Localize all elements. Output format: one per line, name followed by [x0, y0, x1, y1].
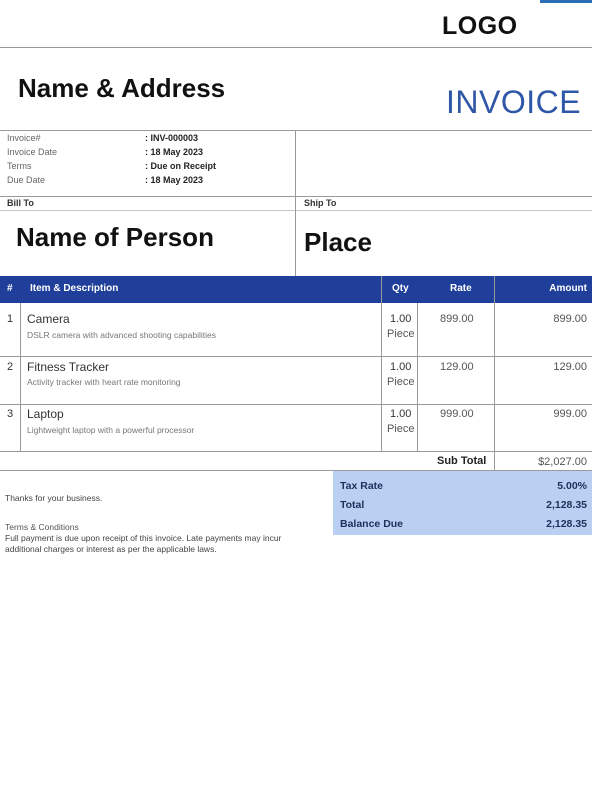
item-rate: 899.00	[440, 313, 474, 325]
item-description: DSLR camera with advanced shooting capabilities	[27, 330, 216, 340]
item-name: Fitness Tracker	[27, 360, 110, 374]
item-name: Camera	[27, 312, 70, 326]
item-rate: 999.00	[440, 408, 474, 420]
item-amount: 899.00	[553, 313, 587, 325]
due-date-value: : 18 May 2023	[145, 175, 204, 185]
invoice-number-label: Invoice#	[7, 133, 41, 143]
tax-rate-label: Tax Rate	[340, 480, 383, 492]
item-unit: Piece	[387, 328, 415, 340]
divider	[0, 196, 592, 197]
total-value: 2,128.35	[546, 499, 587, 511]
subtotal-value: $2,027.00	[538, 456, 587, 468]
column-header-item: Item & Description	[30, 283, 119, 294]
terms-label: Terms	[7, 161, 32, 171]
company-name-address: Name & Address	[18, 73, 226, 103]
terms-title: Terms & Conditions	[5, 522, 79, 532]
row-number: 2	[7, 361, 14, 373]
subtotal-label: Sub Total	[437, 455, 487, 467]
item-qty: 1.00	[390, 408, 412, 420]
column-header-qty: Qty	[392, 283, 409, 294]
divider	[0, 210, 592, 211]
ship-to-label: Ship To	[304, 198, 337, 208]
terms-value: : Due on Receipt	[145, 161, 217, 171]
item-rate: 129.00	[440, 361, 474, 373]
column-header-amount: Amount	[549, 283, 587, 294]
bill-to-name: Name of Person	[16, 222, 214, 252]
item-qty: 1.00	[390, 361, 412, 373]
item-unit: Piece	[387, 376, 415, 388]
top-accent-bar	[540, 0, 592, 3]
divider	[381, 276, 382, 451]
bill-to-label: Bill To	[7, 198, 34, 208]
invoice-date-value: : 18 May 2023	[145, 147, 204, 157]
divider	[0, 356, 592, 357]
divider	[295, 130, 296, 196]
item-description: Lightweight laptop with a powerful processor	[27, 425, 195, 435]
row-number: 3	[7, 408, 14, 420]
thanks-note: Thanks for your business.	[5, 493, 103, 503]
row-number: 1	[7, 313, 14, 325]
divider	[417, 303, 418, 451]
invoice-date-label: Invoice Date	[7, 147, 58, 157]
balance-due-label: Balance Due	[340, 518, 404, 530]
logo: LOGO	[442, 12, 518, 40]
divider	[0, 130, 592, 131]
column-header-rate: Rate	[450, 283, 472, 294]
column-header-number: #	[7, 283, 13, 294]
invoice-number-value: : INV-000003	[145, 133, 199, 143]
ship-to-place: Place	[304, 227, 372, 257]
item-qty: 1.00	[390, 313, 412, 325]
due-date-label: Due Date	[7, 175, 46, 185]
item-amount: 999.00	[553, 408, 587, 420]
balance-due-value: 2,128.35	[546, 518, 587, 530]
invoice-title: INVOICE	[446, 84, 582, 120]
divider	[0, 47, 592, 48]
divider	[20, 303, 21, 451]
divider	[0, 404, 592, 405]
divider	[494, 276, 495, 471]
tax-rate-value: 5.00%	[557, 480, 587, 492]
item-description: Activity tracker with heart rate monitoring	[27, 377, 181, 387]
terms-text: Full payment is due upon receipt of this invoice. Late payments may incur additional charges or interest as per the applicable laws.	[5, 533, 282, 554]
item-amount: 129.00	[553, 361, 587, 373]
divider	[295, 196, 296, 276]
item-name: Laptop	[27, 407, 64, 421]
item-unit: Piece	[387, 423, 415, 435]
divider	[0, 451, 592, 452]
total-label: Total	[340, 499, 365, 511]
